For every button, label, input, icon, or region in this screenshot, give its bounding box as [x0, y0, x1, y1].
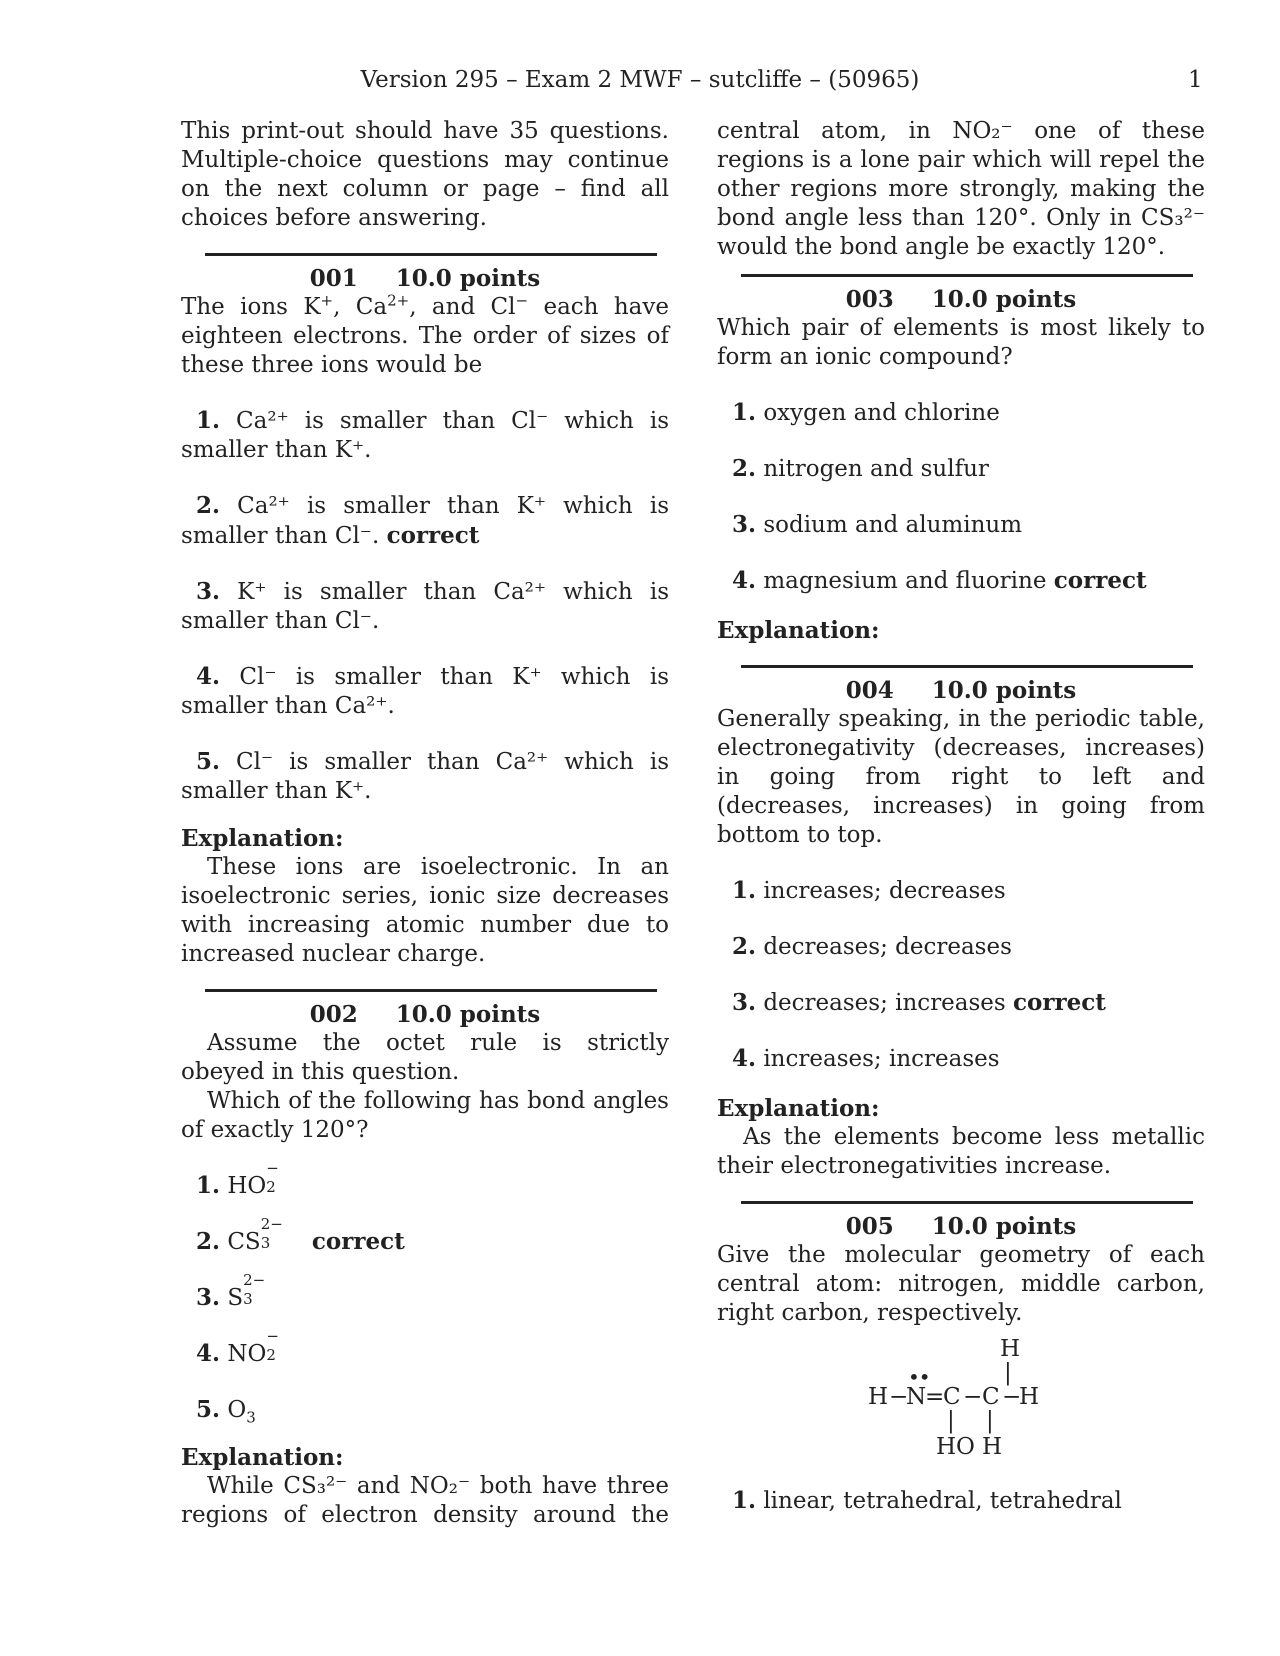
page-number: 1: [1188, 67, 1203, 93]
bond-single: −: [963, 1384, 983, 1410]
formula-charge: −: [266, 1327, 279, 1345]
explanation-label: Explanation:: [717, 1095, 880, 1122]
question-number: 002: [309, 1001, 358, 1028]
choice-004-1[interactable]: [717, 876, 1205, 906]
choice-text: K⁺ is smaller than Ca²⁺ which is smaller than Cl⁻.: [181, 579, 670, 634]
stem-part: each have eighteen electrons. The order of sizes of these three ions would be: [181, 294, 669, 378]
choice-number: 1.: [732, 399, 757, 426]
question-header-004: [717, 676, 1205, 705]
question-header-005: [717, 1212, 1205, 1241]
choice-text: nitrogen and sulfur: [763, 456, 989, 482]
explanation-text-004: As the elements become less metallic their electronegativities increase.: [717, 1124, 1205, 1179]
choice-text: Ca²⁺ is smaller than K⁺ which is smaller than Cl⁻.: [181, 493, 670, 549]
page-header: [0, 66, 1280, 98]
atom-h-right: H: [1019, 1384, 1040, 1410]
question-number: 004: [845, 677, 894, 704]
choice-003-3[interactable]: [717, 510, 1205, 540]
choice-number: 3.: [732, 511, 757, 538]
explanation-continuation-002: [717, 117, 1205, 262]
formula-base: NO: [227, 1341, 267, 1367]
choice-number: 2.: [732, 933, 757, 960]
question-divider: [741, 665, 1193, 668]
stem-part: , Ca: [333, 294, 388, 320]
choice-text: linear, tetrahedral, tetrahedral: [763, 1488, 1122, 1514]
explanation-label: Explanation:: [181, 1444, 344, 1471]
exam-title: Version 295 – Exam 2 MWF – sutcliffe – (50965): [360, 67, 920, 93]
question-number: 001: [309, 265, 358, 292]
choice-002-5[interactable]: [181, 1395, 669, 1425]
question-number: 003: [845, 286, 894, 313]
formula-base: CS: [227, 1229, 261, 1255]
stem-part: , and Cl: [409, 294, 516, 320]
lewis-structure: [717, 1336, 1205, 1468]
formula-subscript: 3: [243, 1290, 253, 1308]
intro-text: This print-out should have 35 questions. Multiple-choice questions may continue on the next column or page – find all choices before answering.: [181, 118, 669, 231]
bond-single: −: [889, 1384, 909, 1410]
choice-number: 5.: [196, 748, 221, 775]
choice-number: 1.: [196, 407, 221, 434]
question-stem-002b: Which of the following has bond angles of exactly 120°?: [181, 1088, 669, 1143]
atom-h-left: H: [868, 1384, 889, 1410]
formula-subscript: 2: [266, 1346, 276, 1364]
choice-number: 3.: [196, 1284, 221, 1311]
choice-text: decreases; increases: [763, 990, 1006, 1016]
formula-base: HO: [227, 1173, 267, 1199]
choice-text: Ca²⁺ is smaller than Cl⁻ which is smaller than K⁺.: [181, 408, 670, 463]
choice-002-2[interactable]: [181, 1215, 669, 1257]
atom-h-top: H: [1000, 1336, 1021, 1362]
choice-001-2[interactable]: [181, 491, 669, 551]
choice-003-2[interactable]: [717, 454, 1205, 484]
question-header-001: [181, 264, 669, 293]
lone-pair: ••: [908, 1365, 930, 1389]
atom-h-bottom: H: [982, 1434, 1003, 1460]
choice-text: decreases; decreases: [763, 934, 1012, 960]
question-points: 10.0 points: [395, 1001, 541, 1028]
choice-004-4[interactable]: [717, 1044, 1205, 1074]
choice-number: 3.: [732, 989, 757, 1016]
left-column: [181, 117, 669, 1530]
choice-001-3[interactable]: [181, 577, 669, 636]
question-header-003: [717, 285, 1205, 314]
choice-004-3[interactable]: [717, 988, 1205, 1018]
group-ho: HO: [936, 1434, 975, 1460]
formula-base: S: [227, 1285, 244, 1311]
question-stem-005: Give the molecular geometry of each central atom: nitrogen, middle carbon, right carbon, respectively.: [717, 1242, 1205, 1326]
right-column: [717, 117, 1205, 1516]
question-stem-002a: Assume the octet rule is strictly obeyed in this question.: [181, 1030, 669, 1085]
choice-text: sodium and aluminum: [763, 512, 1023, 538]
choice-002-1[interactable]: [181, 1159, 669, 1201]
question-number: 005: [845, 1213, 894, 1240]
choice-text: Cl⁻ is smaller than Ca²⁺ which is smaller than K⁺.: [181, 749, 670, 804]
choice-001-1[interactable]: [181, 406, 669, 465]
correct-marker: correct: [1013, 989, 1106, 1016]
choice-004-2[interactable]: [717, 932, 1205, 962]
choice-002-3[interactable]: [181, 1271, 669, 1313]
question-points: 10.0 points: [931, 1213, 1077, 1240]
question-points: 10.0 points: [931, 286, 1077, 313]
choice-number: 1.: [196, 1172, 221, 1199]
question-divider: [205, 989, 657, 992]
explanation-label: Explanation:: [717, 617, 880, 644]
choice-005-1[interactable]: [717, 1486, 1205, 1516]
question-header-002: [181, 1000, 669, 1029]
explanation-text-002: While CS₃²⁻ and NO₂⁻ both have three regions of electron density around the: [181, 1473, 669, 1528]
choice-text: Cl⁻ is smaller than K⁺ which is smaller than Ca²⁺.: [181, 664, 669, 719]
explanation-label: Explanation:: [181, 825, 344, 852]
question-points: 10.0 points: [395, 265, 541, 292]
question-stem-003: Which pair of elements is most likely to form an ionic compound?: [717, 315, 1205, 370]
choice-number: 1.: [732, 877, 757, 904]
question-divider: [741, 1201, 1193, 1204]
choice-number: 2.: [196, 492, 221, 519]
choice-number: 2.: [732, 455, 757, 482]
choice-001-5[interactable]: [181, 747, 669, 806]
question-stem-001: The ions K+, $Ca^{2+}$, and Cl− each have eighteen electrons. The order of sizes of these three ions would be: [181, 291, 669, 378]
correct-marker: correct: [386, 522, 480, 549]
bond-vertical: |: [947, 1408, 955, 1434]
formula-subscript: 3: [246, 1408, 256, 1427]
choice-number: 1.: [732, 1487, 757, 1514]
choice-002-4[interactable]: [181, 1327, 669, 1369]
formula-charge: 2−: [260, 1215, 283, 1233]
atom-n: N: [906, 1384, 927, 1410]
correct-marker: correct: [311, 1228, 405, 1255]
choice-number: 3.: [196, 578, 221, 605]
correct-marker: correct: [1053, 567, 1147, 594]
formula-subscript: 2: [266, 1178, 276, 1196]
question-stem-004: Generally speaking, in the periodic table, electronegativity (decreases, increases) in going from right to left and (decreases, increases) in going from bottom to top.: [717, 706, 1205, 848]
explanation-text-002-cont: central atom, in NO₂⁻ one of these regions is a lone pair which will repel the other regions more strongly, making the bond angle less than 120°. Only in CS₃²⁻ would the bond angle be exactly 120°.: [717, 118, 1205, 260]
choice-number: 4.: [732, 1045, 757, 1072]
question-points: 10.0 points: [931, 677, 1077, 704]
choice-003-4[interactable]: [717, 566, 1205, 596]
atom-c-middle: C: [943, 1384, 961, 1410]
formula-subscript: 3: [260, 1234, 271, 1252]
choice-text: oxygen and chlorine: [763, 400, 1000, 426]
choice-number: 2.: [196, 1228, 221, 1255]
choice-003-1[interactable]: [717, 398, 1205, 428]
formula-base: O: [227, 1397, 247, 1423]
choice-text: increases; decreases: [763, 878, 1006, 904]
question-divider: [205, 253, 657, 256]
bond-vertical: |: [1004, 1360, 1012, 1386]
atom-c-right: C: [982, 1384, 1000, 1410]
choice-number: 4.: [732, 567, 757, 594]
formula-charge: 2−: [243, 1271, 266, 1289]
bond-single: −: [1002, 1384, 1022, 1410]
choice-number: 4.: [196, 663, 221, 690]
formula-charge: −: [266, 1159, 279, 1177]
stem-part: The ions K: [181, 294, 321, 320]
choice-001-4[interactable]: [181, 662, 669, 721]
question-divider: [741, 274, 1193, 277]
explanation-text-001: These ions are isoelectronic. In an isoelectronic series, ionic size decreases with increasing atomic number due to increased nuclear charge.: [181, 854, 669, 967]
choice-text: increases; increases: [763, 1046, 1000, 1072]
choice-text: magnesium and fluorine: [763, 568, 1047, 594]
choice-number: 5.: [196, 1396, 221, 1423]
bond-double: =: [925, 1384, 945, 1410]
bond-vertical: |: [986, 1408, 994, 1434]
choice-number: 4.: [196, 1340, 221, 1367]
